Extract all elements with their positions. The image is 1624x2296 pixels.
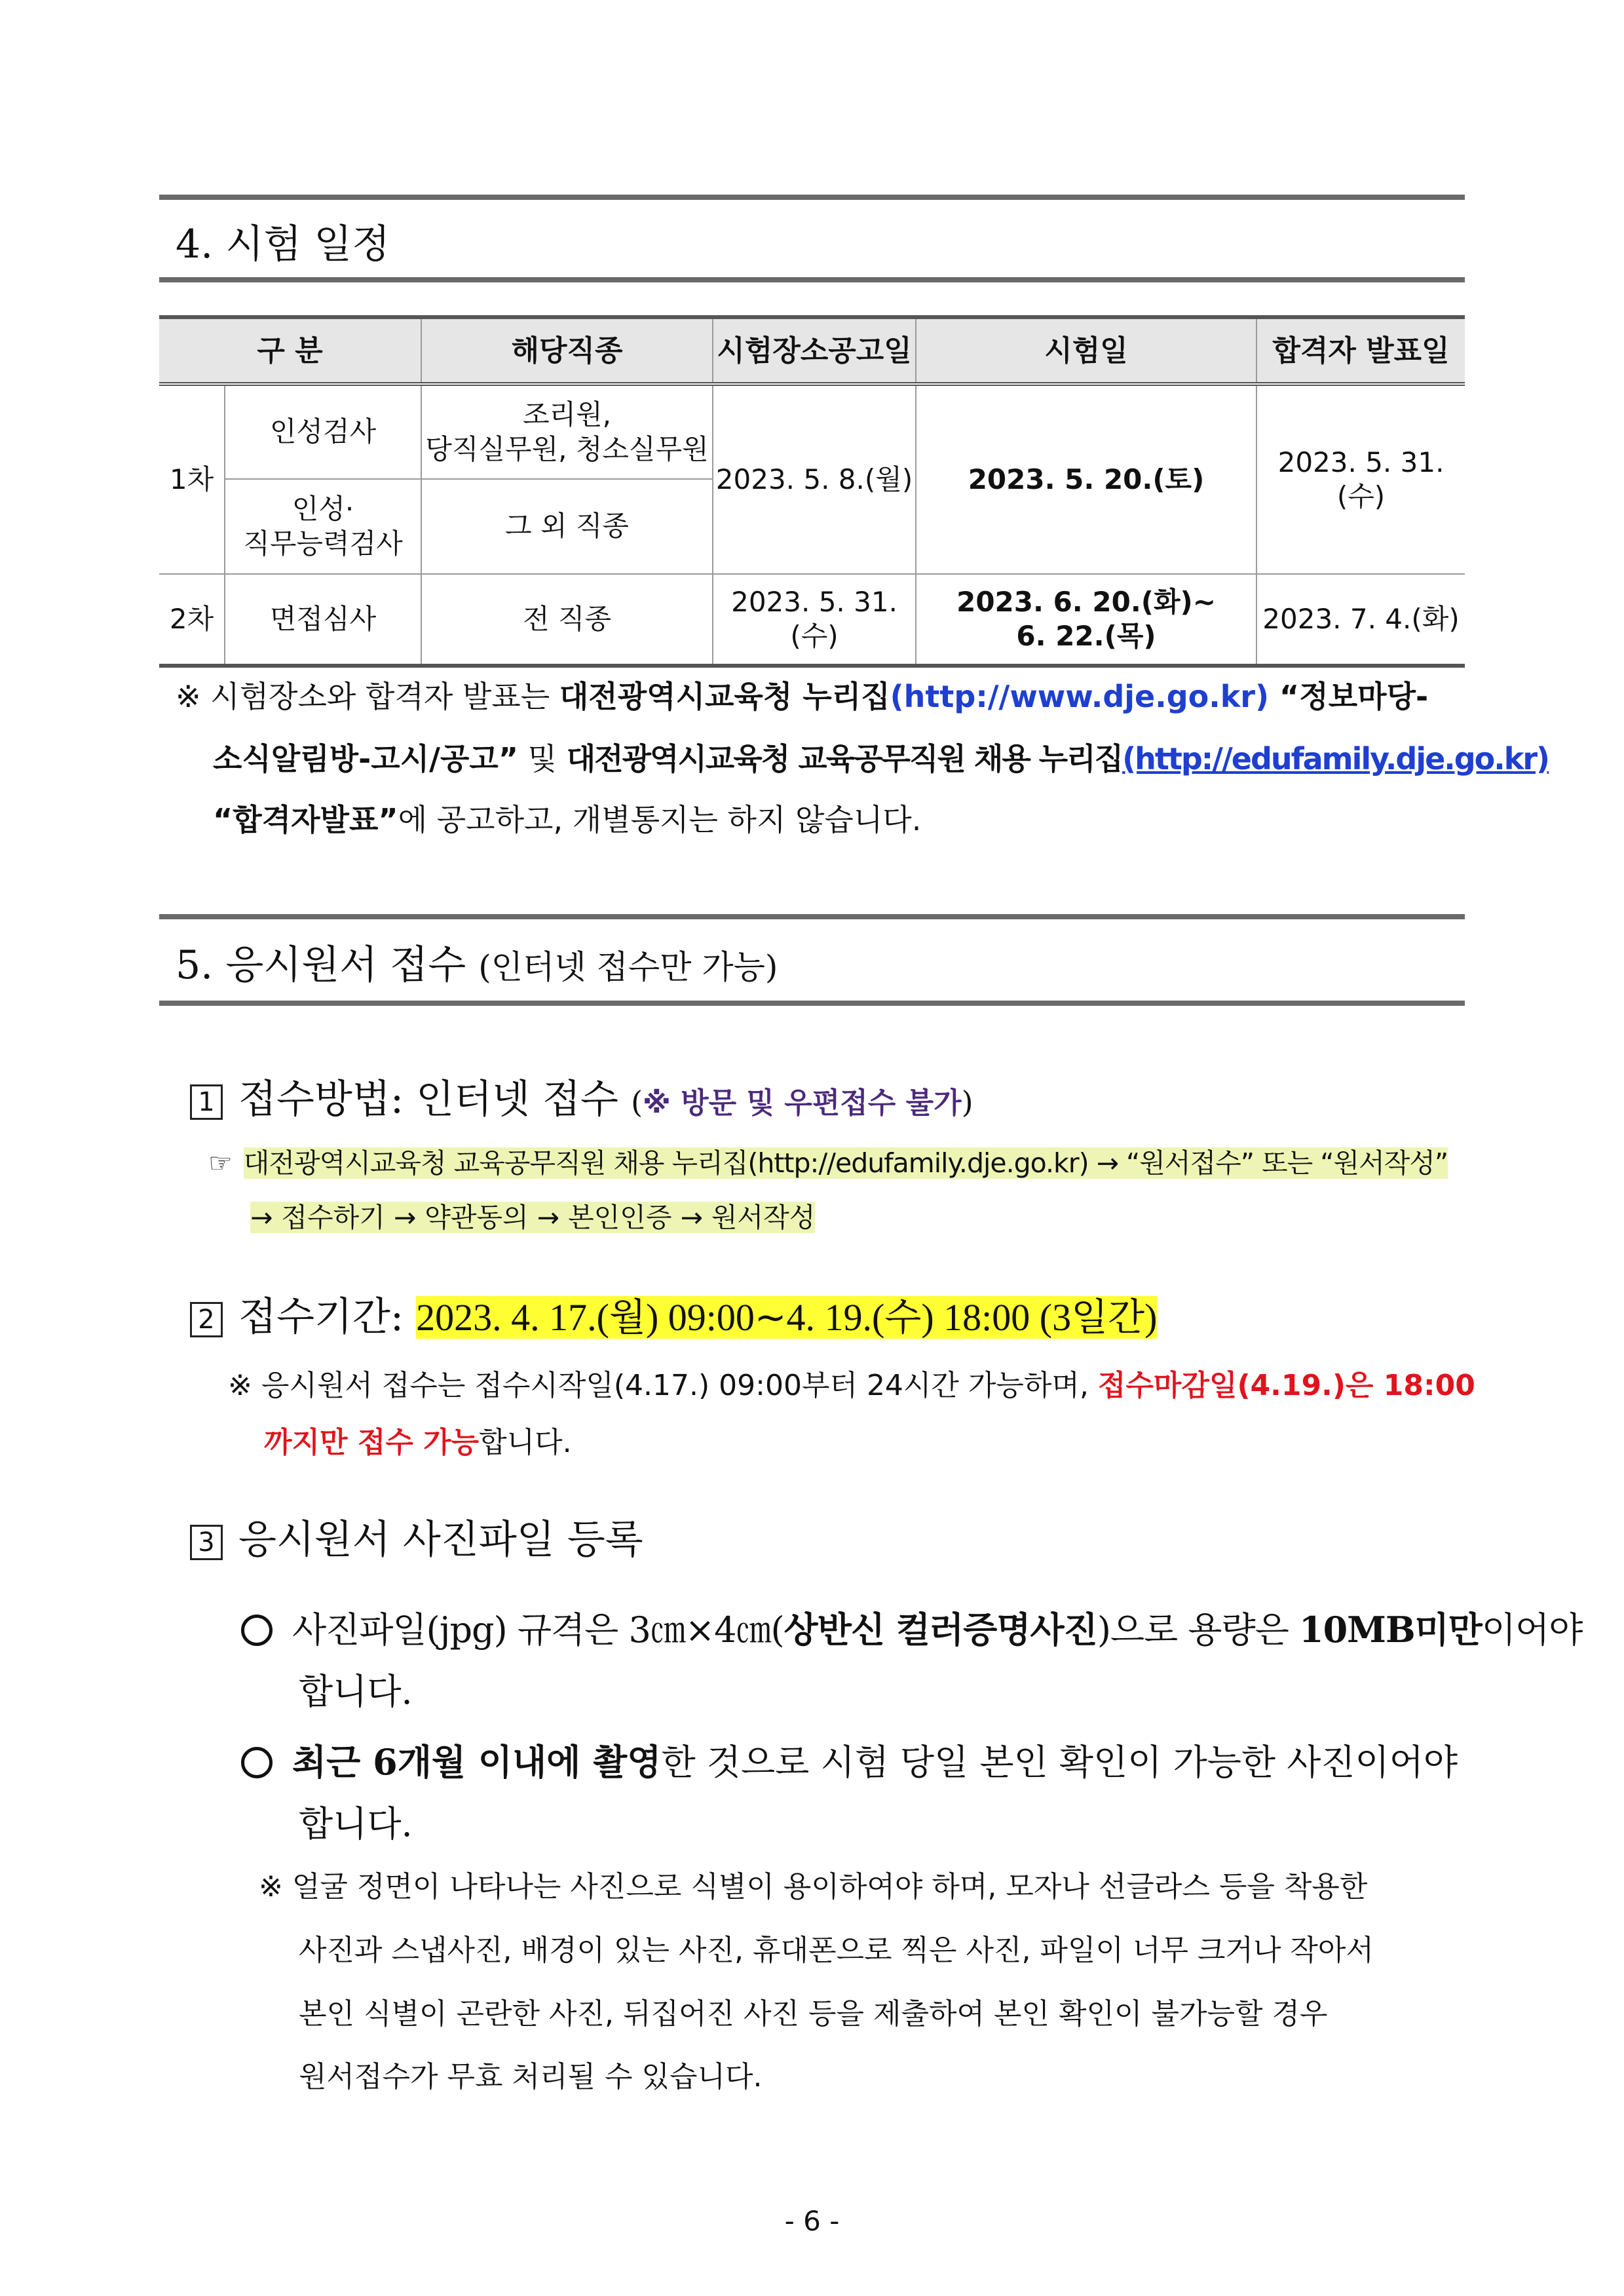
b2-text: 한 것으로 시험 당일 본인 확인이 가능한 사진이어야 [661, 1742, 1458, 1783]
pointer-icon: ☞ [208, 1147, 232, 1179]
item2-label: 접수기간: [238, 1294, 417, 1340]
item1-heading [190, 1068, 973, 1124]
item3-note-line4 [299, 2060, 763, 2094]
r2-job: 전 직종 [421, 574, 713, 666]
item3-note-line1 [259, 1870, 1368, 1904]
item2-heading [190, 1286, 1157, 1342]
table-note-line3 [213, 802, 922, 837]
r2-result: 2023. 7. 4.(화) [1256, 574, 1465, 666]
item3-note-3: 본인 식별이 곤란한 사진, 뒤집어진 사진 등을 제출하여 본인 확인이 불가능할 경우 [299, 1997, 1328, 2031]
r1b-type-line1: 인성· [292, 493, 354, 525]
item1-pointer-line2 [250, 1204, 815, 1231]
table-note-line2 [213, 741, 1549, 776]
header-venue-notice: 시험장소공고일 [713, 317, 916, 384]
bullet-circle-icon [241, 1615, 273, 1646]
item3-note-line3 [299, 1997, 1328, 2031]
r1b-job: 그 외 직종 [421, 479, 713, 574]
note-and: 및 [518, 741, 567, 776]
r2-exam-line2: 6. 22.(목) [1016, 620, 1156, 652]
b1-size-limit: 10MB미만 [1299, 1609, 1482, 1651]
section5-title-main: 5. 응시원서 접수 [176, 942, 466, 988]
item1-pointer-line1 [208, 1147, 1448, 1179]
r1a-job [421, 384, 713, 479]
note-url-1[interactable]: (http://www.dje.go.kr) [890, 679, 1270, 714]
r1-result: 2023. 5. 31.(수) [1256, 384, 1465, 574]
b1-text3: 이어야 [1481, 1609, 1583, 1651]
item1-number-box: 1 [190, 1084, 223, 1120]
r2-exam [916, 574, 1256, 666]
item3-number-box: 3 [190, 1525, 223, 1560]
item1-no-visit-note: ※ 방문 및 우편접수 불가 [643, 1086, 962, 1120]
b1-line2: 합니다. [299, 1671, 413, 1712]
note-site: 대전광역시교육청 누리집 [559, 679, 890, 714]
table-row [159, 574, 1465, 666]
b2-recent: 최근 6개월 이내에 촬영 [292, 1741, 662, 1783]
r1a-type: 인성검사 [225, 384, 421, 479]
section4-title: 4. 시험 일정 [176, 221, 390, 267]
item2-deadline-cont: 까지만 접수 가능 [264, 1426, 480, 1459]
b1-text: 사진파일(jpg) 규격은 3㎝×4㎝( [292, 1609, 784, 1651]
item2-period: 2023. 4. 17.(월) 09:00∼4. 19.(수) 18:00 (3일간) [416, 1296, 1158, 1339]
item3-heading [190, 1508, 643, 1565]
round-2: 2차 [159, 574, 225, 666]
item1-guide-line1: 대전광역시교육청 교육공무직원 채용 누리집(http://edufamily.dje.go.kr) → “원서접수” 또는 “원서작성” [243, 1147, 1448, 1179]
b1-text2: )으로 용량은 [1097, 1609, 1300, 1651]
r1b-type-line2: 직무능력검사 [243, 527, 403, 560]
section5-subtitle: (인터넷 접수만 가능) [478, 948, 778, 986]
note-menu: “정보마당- [1269, 679, 1429, 714]
note-url-2[interactable]: (http://edufamily.dje.go.kr) [1122, 741, 1549, 776]
note-menu-cont: 소식알림방-고시/공고” [213, 741, 519, 776]
note-end: 에 공고하고, 개별통지는 하지 않습니다. [398, 802, 922, 837]
item1-paren-open: ( [631, 1084, 643, 1120]
item2-deadline: 접수마감일(4.19.)은 18:00 [1097, 1369, 1475, 1402]
r2-notice: 2023. 5. 31.(수) [713, 574, 916, 666]
item3-note-1: ※ 얼굴 정면이 나타나는 사진으로 식별이 용이하여야 하며, 모자나 선글라스 등을 착용한 [259, 1870, 1368, 1904]
section5-top-rule [159, 914, 1465, 919]
header-category: 구 분 [159, 317, 421, 384]
r1-notice: 2023. 5. 8.(월) [713, 384, 916, 574]
note-menu-2: “합격자발표” [213, 802, 398, 837]
item3-note-2: 사진과 스냅사진, 배경이 있는 사진, 휴대폰으로 찍은 사진, 파일이 너무 크거나 작아서 [299, 1934, 1374, 1967]
item2-note-line1 [228, 1371, 1475, 1400]
b2-line2: 합니다. [299, 1803, 413, 1845]
table-row [159, 384, 1465, 479]
bullet-circle-icon [241, 1747, 273, 1778]
item2-note-line2 [264, 1428, 572, 1457]
r1-exam: 2023. 5. 20.(토) [916, 384, 1256, 574]
r2-type: 면접심사 [225, 574, 421, 666]
note-text: ※ 시험장소와 합격자 발표는 [176, 679, 559, 714]
section5-bottom-rule [159, 1001, 1465, 1006]
exam-schedule-table [159, 315, 1465, 668]
r1a-job-line1: 조리원, [522, 398, 612, 430]
item3-bullet2-line2 [299, 1803, 413, 1845]
r1b-type [225, 479, 421, 574]
table-note-line1 [176, 681, 1428, 712]
item1-label: 접수방법: 인터넷 접수 [238, 1077, 632, 1122]
header-exam-date: 시험일 [916, 317, 1256, 384]
section4-bottom-rule [159, 277, 1465, 282]
item1-guide-line2: → 접수하기 → 약관동의 → 본인인증 → 원서작성 [250, 1202, 816, 1233]
b1-photo-type: 상반신 컬러증명사진 [784, 1609, 1097, 1651]
header-result-date: 합격자 발표일 [1256, 317, 1465, 384]
r1a-job-line2: 당직실무원, 청소실무원 [425, 432, 709, 465]
item2-number-box: 2 [190, 1302, 223, 1337]
note-site-2: 대전광역시교육청 교육공무직원 채용 누리집 [566, 741, 1123, 776]
item3-bullet2-line1 [241, 1741, 1458, 1783]
table-header-row [159, 317, 1465, 384]
item2-note-text: ※ 응시원서 접수는 접수시작일(4.17.) 09:00부터 24시간 가능하며, [228, 1369, 1098, 1402]
item3-note-line2 [299, 1936, 1374, 1965]
item3-label: 응시원서 사진파일 등록 [238, 1517, 643, 1563]
item3-note-4: 원서접수가 무효 처리될 수 있습니다. [299, 2060, 763, 2094]
item3-bullet1-line2 [299, 1671, 413, 1712]
item2-note-end: 합니다. [479, 1426, 572, 1459]
section4-top-rule [159, 195, 1465, 200]
r2-exam-line1: 2023. 6. 20.(화)~ [956, 585, 1216, 618]
page-number: - 6 - [784, 2205, 840, 2237]
round-1: 1차 [159, 384, 225, 574]
section5-title [176, 934, 778, 990]
item1-paren-close: ) [961, 1084, 973, 1120]
item3-bullet1-line1 [241, 1609, 1583, 1651]
header-job: 해당직종 [421, 317, 713, 384]
